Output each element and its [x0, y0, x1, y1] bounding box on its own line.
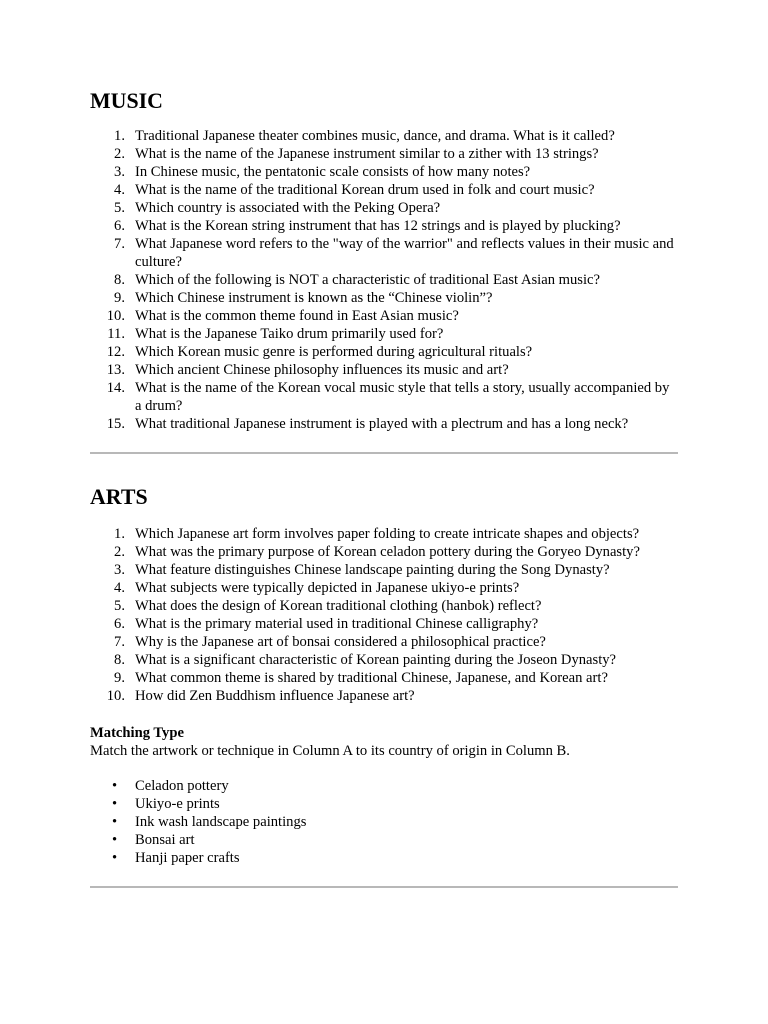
question-number: 11.: [107, 326, 125, 342]
question-number: 14.: [106, 380, 125, 396]
list-item: [90, 579, 678, 597]
list-item: [90, 525, 678, 543]
question-number: 12.: [106, 344, 125, 360]
question-number: 2.: [114, 544, 125, 560]
list-item: [90, 271, 678, 289]
matching-type-title: Matching Type: [90, 725, 184, 741]
list-item: [90, 415, 678, 433]
question-number: 10.: [106, 688, 125, 704]
list-item: [90, 235, 678, 271]
question-number: 8.: [114, 272, 125, 288]
question-text: In Chinese music, the pentatonic scale consists of how many notes?: [135, 164, 531, 180]
question-number: 5.: [114, 598, 125, 614]
list-item: [90, 127, 678, 145]
question-text: Which country is associated with the Peking Opera?: [135, 200, 441, 216]
matching-instruction: Match the artwork or technique in Column A to its country of origin in Column B.: [90, 743, 570, 759]
list-item: [90, 217, 678, 235]
question-text: What is the Japanese Taiko drum primarily used for?: [135, 326, 444, 342]
question-text: What was the primary purpose of Korean celadon pottery during the Goryeo Dynasty?: [135, 544, 640, 560]
list-item: [90, 163, 678, 181]
list-item: [90, 145, 678, 163]
list-item: [90, 597, 678, 615]
list-item: [90, 199, 678, 217]
question-text: Traditional Japanese theater combines music, dance, and drama. What is it called?: [135, 128, 615, 144]
list-item: [90, 687, 678, 705]
list-item: [90, 181, 678, 199]
question-text: What is the name of the Korean vocal music style that tells a story, usually accompanied by a drum?: [135, 380, 670, 414]
question-text: What common theme is shared by traditional Chinese, Japanese, and Korean art?: [135, 670, 608, 686]
list-item: [90, 325, 678, 343]
list-item: [90, 633, 678, 651]
question-text: What Japanese word refers to the "way of the warrior" and reflects values in their music and culture?: [135, 236, 674, 270]
question-text: What is a significant characteristic of Korean painting during the Joseon Dynasty?: [135, 652, 617, 668]
question-text: What feature distinguishes Chinese landscape painting during the Song Dynasty?: [135, 562, 610, 578]
list-item: • Bonsai art: [90, 831, 678, 849]
question-text: What is the name of the Japanese instrument similar to a zither with 13 strings?: [135, 146, 599, 162]
list-item: • Ukiyo-e prints: [90, 795, 678, 813]
list-item: [90, 361, 678, 379]
document-page: [90, 88, 678, 888]
question-text: Which Japanese art form involves paper folding to create intricate shapes and objects?: [135, 526, 640, 542]
list-item: [90, 615, 678, 633]
arts-question-list: [90, 525, 678, 705]
question-text: How did Zen Buddhism influence Japanese art?: [135, 688, 415, 704]
question-number: 15.: [106, 416, 125, 432]
question-number: 5.: [114, 200, 125, 216]
question-number: 9.: [114, 670, 125, 686]
question-text: What does the design of Korean traditional clothing (hanbok) reflect?: [135, 598, 542, 614]
question-number: 13.: [106, 362, 125, 378]
question-number: 3.: [114, 164, 125, 180]
list-item: [90, 343, 678, 361]
question-number: 6.: [114, 616, 125, 632]
list-item: [90, 561, 678, 579]
question-text: What subjects were typically depicted in Japanese ukiyo-e prints?: [135, 580, 520, 596]
question-number: 4.: [114, 182, 125, 198]
question-text: What is the Korean string instrument that has 12 strings and is played by plucking?: [135, 218, 621, 234]
section-divider: [90, 886, 678, 888]
question-number: 1.: [114, 128, 125, 144]
list-item: [90, 307, 678, 325]
question-number: 6.: [114, 218, 125, 234]
question-text: What traditional Japanese instrument is played with a plectrum and has a long neck?: [135, 416, 629, 432]
question-number: 7.: [114, 634, 125, 650]
question-text: Which Chinese instrument is known as the “Chinese violin”?: [135, 290, 493, 306]
question-text: Which Korean music genre is performed during agricultural rituals?: [135, 344, 533, 360]
matching-item-list: [90, 777, 678, 867]
question-text: Which ancient Chinese philosophy influences its music and art?: [135, 362, 509, 378]
arts-section-title: ARTS: [90, 484, 148, 509]
question-text: What is the primary material used in traditional Chinese calligraphy?: [135, 616, 539, 632]
question-number: 3.: [114, 562, 125, 578]
question-number: 4.: [114, 580, 125, 596]
section-divider: [90, 452, 678, 454]
question-number: 9.: [114, 290, 125, 306]
list-item: [90, 543, 678, 561]
question-number: 10.: [106, 308, 125, 324]
music-question-list: [90, 127, 678, 433]
list-item: [90, 669, 678, 687]
list-item: • Celadon pottery: [90, 777, 678, 795]
question-number: 7.: [114, 236, 125, 252]
list-item: [90, 651, 678, 669]
list-item: • Hanji paper crafts: [90, 849, 678, 867]
question-number: 2.: [114, 146, 125, 162]
music-section-title: MUSIC: [90, 88, 163, 113]
list-item: [90, 289, 678, 307]
list-item: • Ink wash landscape paintings: [90, 813, 678, 831]
question-text: Why is the Japanese art of bonsai considered a philosophical practice?: [135, 634, 546, 650]
question-number: 1.: [114, 526, 125, 542]
list-item: [90, 379, 678, 415]
question-text: What is the common theme found in East Asian music?: [135, 308, 459, 324]
question-text: What is the name of the traditional Korean drum used in folk and court music?: [135, 182, 595, 198]
question-number: 8.: [114, 652, 125, 668]
question-text: Which of the following is NOT a characteristic of traditional East Asian music?: [135, 272, 600, 288]
